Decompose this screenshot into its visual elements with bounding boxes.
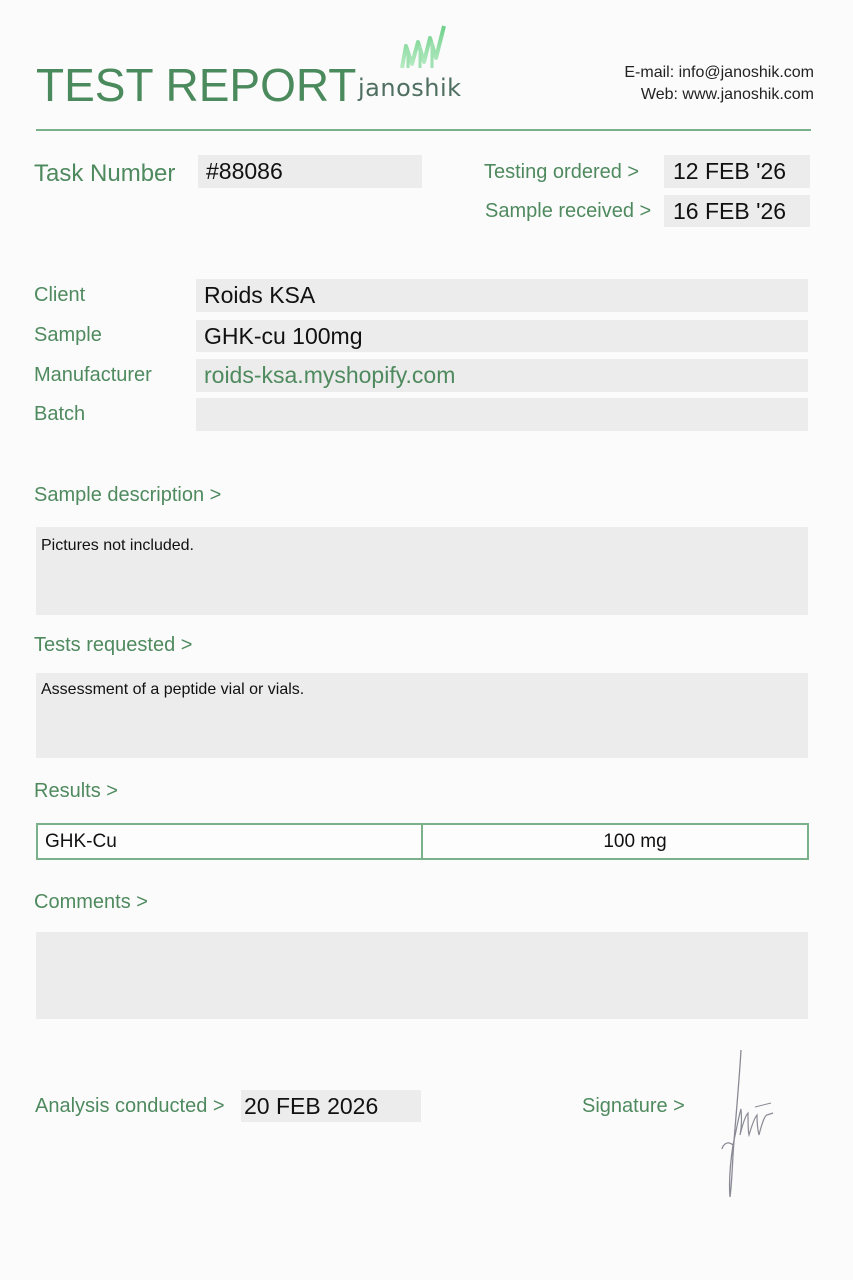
manufacturer-label: Manufacturer: [34, 364, 152, 386]
sample-label: Sample: [34, 324, 102, 346]
sample-description-label: Sample description >: [34, 484, 222, 506]
tests-requested-box: Assessment of a peptide vial or vials.: [36, 673, 808, 758]
analysis-conducted-label: Analysis conducted >: [35, 1095, 225, 1117]
results-table: [36, 823, 809, 860]
tests-requested-label: Tests requested >: [34, 634, 193, 656]
comments-box: [36, 932, 808, 1019]
task-number-label: Task Number: [34, 160, 176, 187]
task-number-value: #88086: [198, 155, 422, 188]
result-amount: 100 mg: [603, 831, 667, 852]
manufacturer-value: roids-ksa.myshopify.com: [196, 359, 808, 392]
sample-description-box: Pictures not included.: [36, 527, 808, 615]
batch-value: [196, 398, 808, 431]
client-label: Client: [34, 284, 86, 306]
comments-label: Comments >: [34, 891, 148, 913]
header-divider: [36, 129, 811, 131]
signature-icon: [715, 1045, 785, 1205]
report-title: TEST REPORT: [36, 59, 357, 111]
sample-received-label: Sample received >: [485, 200, 652, 222]
testing-ordered-value: 12 FEB '26: [664, 155, 810, 188]
logo-wordmark: janoshik: [358, 74, 462, 102]
signature-label: Signature >: [582, 1095, 685, 1117]
analysis-conducted-value: 20 FEB 2026: [241, 1090, 421, 1122]
testing-ordered-label: Testing ordered >: [484, 161, 640, 183]
results-label: Results >: [34, 780, 118, 802]
web-line: Web: www.janoshik.com: [640, 86, 814, 103]
sample-value: GHK-cu 100mg: [196, 320, 808, 352]
sample-received-value: 16 FEB '26: [664, 195, 810, 227]
result-substance: GHK-Cu: [38, 825, 423, 858]
contact-info: [624, 62, 814, 106]
batch-label: Batch: [34, 403, 86, 425]
client-value: Roids KSA: [196, 279, 808, 312]
email-line: E-mail: info@janoshik.com: [624, 64, 814, 81]
